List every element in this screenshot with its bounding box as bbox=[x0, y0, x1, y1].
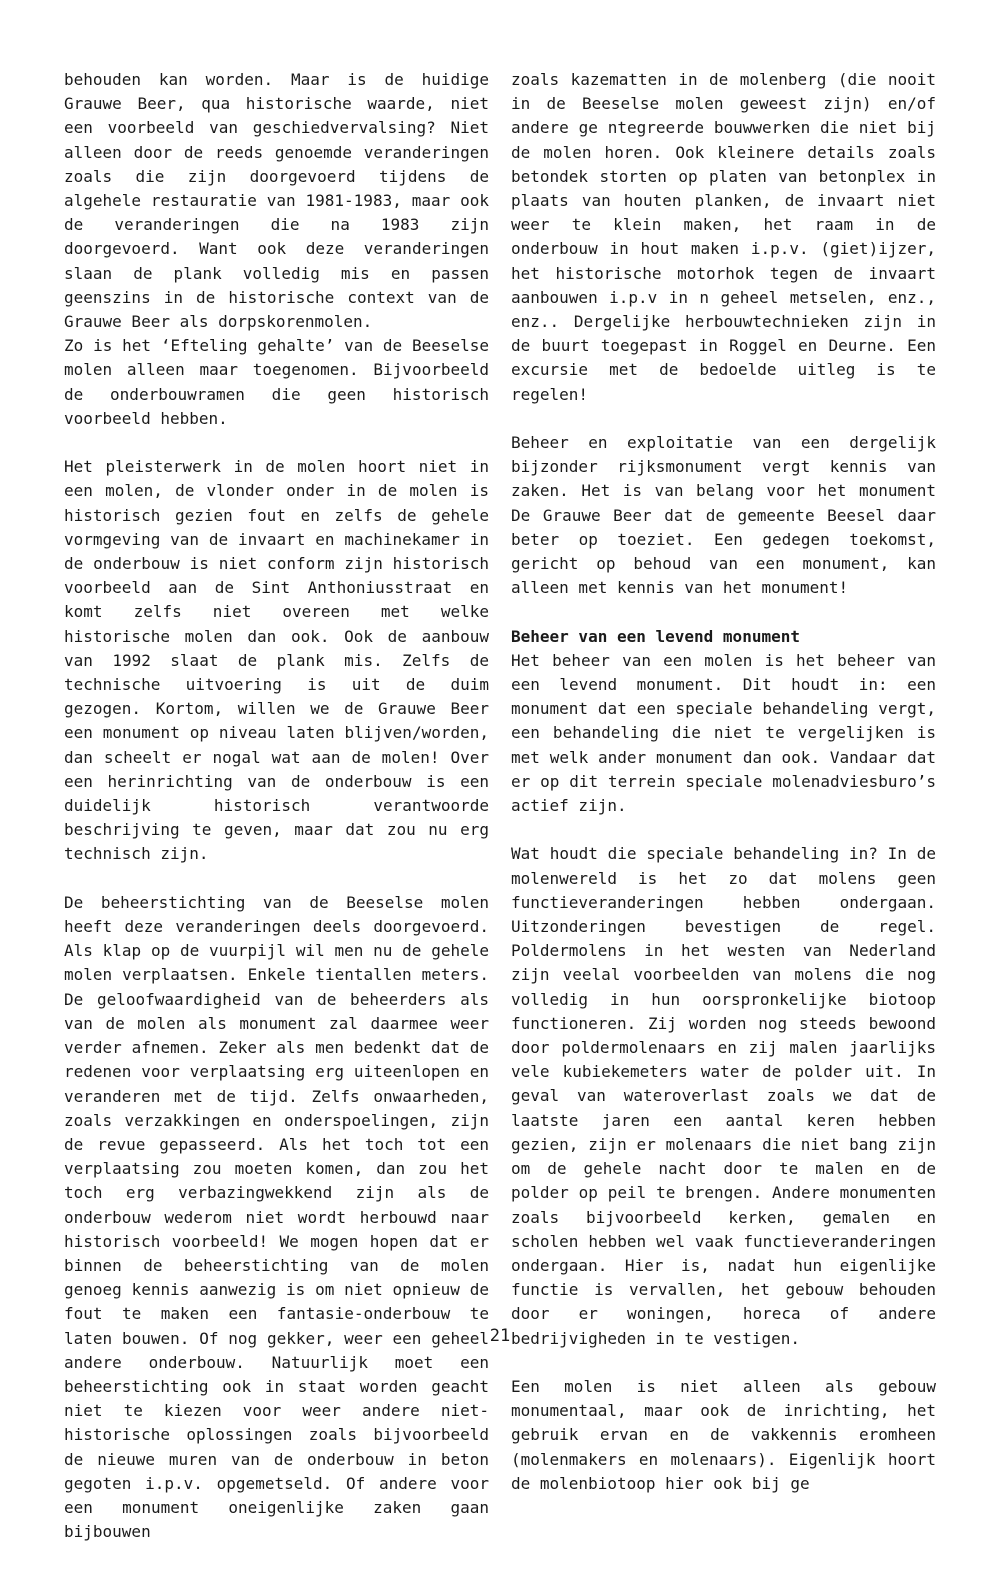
paragraph: zoals kazematten in de molenberg (die nooit in de Beeselse molen geweest zijn) en/of andere ge ntegreerde bouwwerken die niet bij de molen horen. Ook kleinere details zoals betondek storten op platen van betonplex in plaats van houten planken, de invaart niet weer te klein maken, het raam in de onderbouw in hout maken i.p.v. (giet)ijzer, het historische motorhok tegen de invaart aanbouwen i.p.v in n geheel metselen, enz., enz.. Dergelijke herbouwtechnieken zijn in de buurt toegepast in Roggel en Deurne. Een excursie met de bedoelde uitleg is te regelen! bbox=[511, 70, 936, 404]
paragraph: Het pleisterwerk in de molen hoort niet in een molen, de vlonder onder in de molen is historisch gezien fout en zelfs de gehele vormgeving van de invaart en machinekamer in de onderbouw is niet conform zijn historisch voorbeeld aan de Sint Anthoniusstraat en komt zelfs niet overeen met welke historische molen dan ook. Ook de aanbouw van 1992 slaat de plank mis. Zelfs de technische uitvoering is uit de duim gezogen. Kortom, willen we de Grauwe Beer een monument op niveau laten blijven/worden, dan scheelt er nogal wat aan de molen! Over een herinrichting van de onderbouw is een duidelijk historisch verantwoorde beschrijving te geven, maar dat zou nu erg technisch zijn. bbox=[64, 457, 489, 864]
paragraph: Wat houdt die speciale behandeling in? In de molenwereld is het zo dat molens geen functieveranderingen hebben ondergaan. Uitzonderingen bevestigen de regel. Poldermolens in het westen van Nederland zijn veelal voorbeelden van molens die nog volledig in hun oorspronkelijke biotoop functioneren. Zij worden nog steeds bewoond door poldermolenaars en zij malen jaarlijks vele kubiekemeters water de polder uit. In geval van wateroverlast zoals we dat de laatste jaren een aantal keren hebben gezien, zijn er molenaars die niet bang zijn om de gehele nacht door te malen en de polder op peil te brengen. Andere monumenten zoals bijvoorbeeld kerken, gemalen en scholen hebben wel vaak functieveranderingen ondergaan. Hier is, nadat hun eigenlijke functie is vervallen, het gebouw behouden door er woningen, horeca of andere bedrijvigheden in te vestigen. bbox=[511, 844, 936, 1348]
section-heading: Beheer van een levend monument bbox=[511, 626, 800, 646]
paragraph: behouden kan worden. Maar is de huidige Grauwe Beer, qua historische waarde, niet een voorbeeld van geschiedvervalsing? Niet alleen door de reeds genoemde veranderingen zoals die zijn doorgevoerd tijdens de algehele restauratie van 1981-1983, maar ook de veranderingen die na 1983 zijn doorgevoerd. Want ook deze veranderingen slaan de plank volledig mis en passen geenszins in de historische context van de Grauwe Beer als dorpskorenmolen. bbox=[64, 70, 489, 332]
page-number: 21 bbox=[489, 1326, 511, 1346]
paragraph: Het beheer van een molen is het beheer van een levend monument. Dit houdt in: een monument dat een speciale behandeling vergt, een behandeling die niet te vergelijken is met welk ander monument dan ook. Vandaar dat er op dit terrein speciale molenadviesburo’s actief zijn. bbox=[511, 650, 936, 816]
paragraph: Zo is het ‘Efteling gehalte’ van de Beeselse molen alleen maar toegenomen. Bijvoorbeeld de onderbouwramen die geen historisch voorbeeld hebben. bbox=[64, 336, 489, 428]
paragraph: De beheerstichting van de Beeselse molen heeft deze veranderingen deels doorgevoerd. Als klap op de vuurpijl wil men nu de gehele molen verplaatsen. Enkele tientallen meters. De geloofwaardigheid van de beheerders als van de molen als monument zal daarmee weer verder afnemen. Zeker als men bedenkt dat de redenen voor verplaatsing erg uiteenlopen en veranderen met de tijd. Zelfs onwaarheden, zoals verzakkingen en onderspoelingen, zijn de revue gepasseerd. Als het toch tot een verplaatsing zou moeten komen, dan zou het toch erg verbazingwekkend zijn als de onderbouw wederom niet wordt herbouwd naar historisch voorbeeld! We mogen hopen dat er binnen de beheerstichting van de molen genoeg kennis aanwezig is om niet opnieuw de fout te maken een fantasie-onderbouw te laten bouwen. Of nog gekker, weer een geheel andere onderbouw. Natuurlijk moet een beheerstichting ook in staat worden geacht niet te kiezen voor weer andere niet-historische oplossingen zoals bijvoorbeeld de nieuwe muren van de onderbouw in beton gegoten i.p.v. opgemetseld. Of andere voor een monument oneigenlijke zaken gaan bijbouwen bbox=[64, 892, 489, 1542]
paragraph: Beheer en exploitatie van een dergelijk bijzonder rijksmonument vergt kennis van zaken. Het is van belang voor het monument De Grauwe Beer dat de gemeente Beesel daar beter op toeziet. Een gedegen toekomst, gericht op behoud van een monument, kan alleen met kennis van het monument! bbox=[511, 433, 936, 598]
right-column bbox=[511, 68, 936, 1520]
paragraph: Een molen is niet alleen als gebouw monumentaal, maar ook de inrichting, het gebruik ervan en de vakkennis eromheen (molenmakers en molenaars). Eigenlijk hoort de molenbiotoop hier ook bij ge bbox=[511, 1376, 936, 1493]
